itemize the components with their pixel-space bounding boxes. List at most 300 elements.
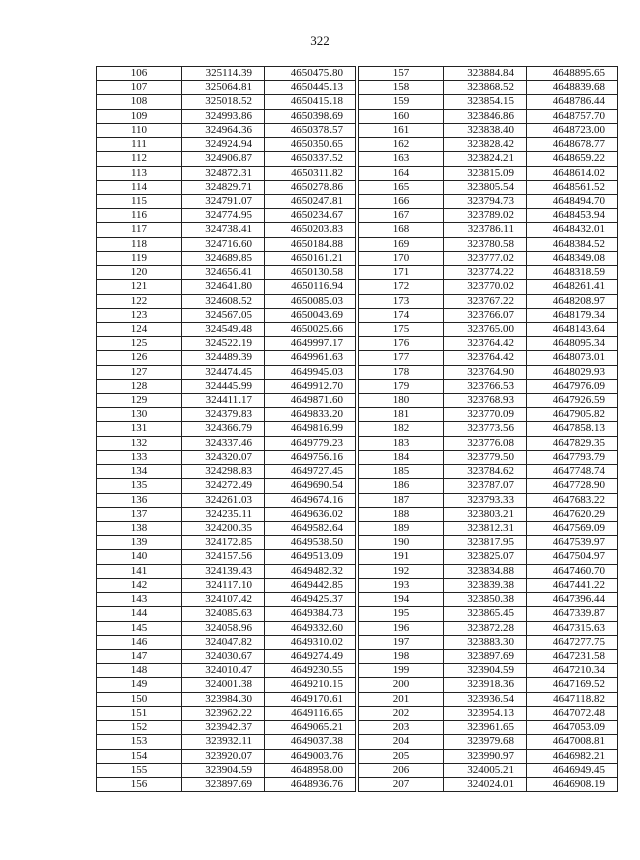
- table-row: [359, 223, 618, 237]
- y-coordinate-cell: 4649997.17: [265, 337, 356, 351]
- y-coordinate-cell: 4649816.99: [265, 422, 356, 436]
- table-row: [97, 621, 356, 635]
- table-row: [359, 578, 618, 592]
- x-coordinate-cell: 323825.07: [444, 550, 527, 564]
- y-coordinate-cell: 4649274.49: [265, 649, 356, 663]
- table-row: [97, 735, 356, 749]
- x-coordinate-cell: 324656.41: [182, 266, 265, 280]
- point-number-cell: 172: [359, 280, 444, 294]
- y-coordinate-cell: 4650278.86: [265, 180, 356, 194]
- x-coordinate-cell: 324872.31: [182, 166, 265, 180]
- x-coordinate-cell: 324379.83: [182, 408, 265, 422]
- table-row: [359, 536, 618, 550]
- table-row: [359, 138, 618, 152]
- coordinates-table-left: [96, 66, 356, 792]
- point-number-cell: 178: [359, 365, 444, 379]
- table-row: [97, 649, 356, 663]
- x-coordinate-cell: 323765.00: [444, 322, 527, 336]
- point-number-cell: 204: [359, 735, 444, 749]
- table-row: [97, 251, 356, 265]
- x-coordinate-cell: 323764.90: [444, 365, 527, 379]
- y-coordinate-cell: 4649037.38: [265, 735, 356, 749]
- table-row: [359, 266, 618, 280]
- table-row: [359, 564, 618, 578]
- y-coordinate-cell: 4649945.03: [265, 365, 356, 379]
- table-row: [97, 266, 356, 280]
- table-row: [97, 536, 356, 550]
- y-coordinate-cell: 4650475.80: [265, 67, 356, 81]
- point-number-cell: 149: [97, 678, 182, 692]
- y-coordinate-cell: 4648095.34: [527, 337, 618, 351]
- point-number-cell: 122: [97, 294, 182, 308]
- point-number-cell: 134: [97, 465, 182, 479]
- y-coordinate-cell: 4646949.45: [527, 763, 618, 777]
- y-coordinate-cell: 4649384.73: [265, 607, 356, 621]
- table-row: [97, 109, 356, 123]
- table-row: [97, 436, 356, 450]
- table-row: [359, 735, 618, 749]
- point-number-cell: 115: [97, 194, 182, 208]
- table-row: [359, 166, 618, 180]
- table-row: [359, 493, 618, 507]
- table-row: [359, 152, 618, 166]
- y-coordinate-cell: 4648029.93: [527, 365, 618, 379]
- point-number-cell: 162: [359, 138, 444, 152]
- table-row: [359, 450, 618, 464]
- y-coordinate-cell: 4648839.68: [527, 81, 618, 95]
- table-row: [359, 194, 618, 208]
- x-coordinate-cell: 323961.65: [444, 721, 527, 735]
- x-coordinate-cell: 323846.86: [444, 109, 527, 123]
- point-number-cell: 143: [97, 593, 182, 607]
- y-coordinate-cell: 4647620.29: [527, 507, 618, 521]
- point-number-cell: 202: [359, 706, 444, 720]
- y-coordinate-cell: 4647169.52: [527, 678, 618, 692]
- x-coordinate-cell: 324549.48: [182, 322, 265, 336]
- x-coordinate-cell: 323770.02: [444, 280, 527, 294]
- x-coordinate-cell: 324716.60: [182, 237, 265, 251]
- y-coordinate-cell: 4647277.75: [527, 635, 618, 649]
- table-row: [97, 522, 356, 536]
- point-number-cell: 139: [97, 536, 182, 550]
- y-coordinate-cell: 4650234.67: [265, 209, 356, 223]
- point-number-cell: 182: [359, 422, 444, 436]
- point-number-cell: 119: [97, 251, 182, 265]
- x-coordinate-cell: 324235.11: [182, 507, 265, 521]
- point-number-cell: 160: [359, 109, 444, 123]
- y-coordinate-cell: 4647231.58: [527, 649, 618, 663]
- x-coordinate-cell: 323794.73: [444, 194, 527, 208]
- point-number-cell: 131: [97, 422, 182, 436]
- table-row: [359, 379, 618, 393]
- x-coordinate-cell: 323817.95: [444, 536, 527, 550]
- point-number-cell: 156: [97, 777, 182, 791]
- x-coordinate-cell: 324107.42: [182, 593, 265, 607]
- y-coordinate-cell: 4650337.52: [265, 152, 356, 166]
- x-coordinate-cell: 324261.03: [182, 493, 265, 507]
- x-coordinate-cell: 324366.79: [182, 422, 265, 436]
- x-coordinate-cell: 323774.22: [444, 266, 527, 280]
- point-number-cell: 138: [97, 522, 182, 536]
- table-row: [97, 67, 356, 81]
- x-coordinate-cell: 323884.84: [444, 67, 527, 81]
- x-coordinate-cell: 323942.37: [182, 721, 265, 735]
- table-row: [359, 692, 618, 706]
- point-number-cell: 141: [97, 564, 182, 578]
- point-number-cell: 154: [97, 749, 182, 763]
- table-row: [97, 578, 356, 592]
- point-number-cell: 171: [359, 266, 444, 280]
- x-coordinate-cell: 324608.52: [182, 294, 265, 308]
- point-number-cell: 184: [359, 450, 444, 464]
- x-coordinate-cell: 323773.56: [444, 422, 527, 436]
- x-coordinate-cell: 323839.38: [444, 578, 527, 592]
- y-coordinate-cell: 4649065.21: [265, 721, 356, 735]
- y-coordinate-cell: 4649332.60: [265, 621, 356, 635]
- point-number-cell: 165: [359, 180, 444, 194]
- point-number-cell: 170: [359, 251, 444, 265]
- y-coordinate-cell: 4647539.97: [527, 536, 618, 550]
- point-number-cell: 111: [97, 138, 182, 152]
- point-number-cell: 129: [97, 394, 182, 408]
- table-row: [359, 507, 618, 521]
- table-row: [359, 123, 618, 137]
- y-coordinate-cell: 4646908.19: [527, 777, 618, 791]
- table-row: [359, 749, 618, 763]
- point-number-cell: 187: [359, 493, 444, 507]
- y-coordinate-cell: 4648757.70: [527, 109, 618, 123]
- y-coordinate-cell: 4647926.59: [527, 394, 618, 408]
- table-row: [359, 237, 618, 251]
- table-row: [359, 607, 618, 621]
- x-coordinate-cell: 323812.31: [444, 522, 527, 536]
- point-number-cell: 121: [97, 280, 182, 294]
- x-coordinate-cell: 324993.86: [182, 109, 265, 123]
- table-row: [97, 692, 356, 706]
- point-number-cell: 190: [359, 536, 444, 550]
- x-coordinate-cell: 324010.47: [182, 664, 265, 678]
- table-row: [97, 294, 356, 308]
- x-coordinate-cell: 323904.59: [182, 763, 265, 777]
- x-coordinate-cell: 324489.39: [182, 351, 265, 365]
- x-coordinate-cell: 324047.82: [182, 635, 265, 649]
- y-coordinate-cell: 4648432.01: [527, 223, 618, 237]
- point-number-cell: 157: [359, 67, 444, 81]
- point-number-cell: 151: [97, 706, 182, 720]
- y-coordinate-cell: 4647829.35: [527, 436, 618, 450]
- y-coordinate-cell: 4647210.34: [527, 664, 618, 678]
- table-row: [359, 436, 618, 450]
- y-coordinate-cell: 4650247.81: [265, 194, 356, 208]
- table-row: [97, 308, 356, 322]
- y-coordinate-cell: 4649833.20: [265, 408, 356, 422]
- table-row: [97, 223, 356, 237]
- table-row: [97, 180, 356, 194]
- x-coordinate-cell: 323776.08: [444, 436, 527, 450]
- table-row: [359, 550, 618, 564]
- table-row: [359, 394, 618, 408]
- x-coordinate-cell: 324024.01: [444, 777, 527, 791]
- y-coordinate-cell: 4647460.70: [527, 564, 618, 578]
- x-coordinate-cell: 323984.30: [182, 692, 265, 706]
- y-coordinate-cell: 4650025.66: [265, 322, 356, 336]
- y-coordinate-cell: 4649961.63: [265, 351, 356, 365]
- y-coordinate-cell: 4648179.34: [527, 308, 618, 322]
- x-coordinate-cell: 323779.50: [444, 450, 527, 464]
- point-number-cell: 117: [97, 223, 182, 237]
- x-coordinate-cell: 325114.39: [182, 67, 265, 81]
- x-coordinate-cell: 323784.62: [444, 465, 527, 479]
- x-coordinate-cell: 323954.13: [444, 706, 527, 720]
- y-coordinate-cell: 4650311.82: [265, 166, 356, 180]
- point-number-cell: 205: [359, 749, 444, 763]
- point-number-cell: 152: [97, 721, 182, 735]
- y-coordinate-cell: 4649513.09: [265, 550, 356, 564]
- table-row: [97, 493, 356, 507]
- coordinates-table-right: [358, 66, 618, 792]
- point-number-cell: 120: [97, 266, 182, 280]
- point-number-cell: 128: [97, 379, 182, 393]
- point-number-cell: 191: [359, 550, 444, 564]
- x-coordinate-cell: 324924.94: [182, 138, 265, 152]
- y-coordinate-cell: 4649674.16: [265, 493, 356, 507]
- point-number-cell: 175: [359, 322, 444, 336]
- x-coordinate-cell: 323767.22: [444, 294, 527, 308]
- x-coordinate-cell: 324641.80: [182, 280, 265, 294]
- point-number-cell: 197: [359, 635, 444, 649]
- y-coordinate-cell: 4647053.09: [527, 721, 618, 735]
- x-coordinate-cell: 323786.11: [444, 223, 527, 237]
- coordinate-tables: [96, 66, 616, 792]
- table-row: [359, 351, 618, 365]
- y-coordinate-cell: 4649442.85: [265, 578, 356, 592]
- point-number-cell: 132: [97, 436, 182, 450]
- table-row: [97, 351, 356, 365]
- x-coordinate-cell: 323780.58: [444, 237, 527, 251]
- x-coordinate-cell: 325064.81: [182, 81, 265, 95]
- y-coordinate-cell: 4648786.44: [527, 95, 618, 109]
- y-coordinate-cell: 4650415.18: [265, 95, 356, 109]
- x-coordinate-cell: 324320.07: [182, 450, 265, 464]
- table-row: [359, 209, 618, 223]
- point-number-cell: 192: [359, 564, 444, 578]
- y-coordinate-cell: 4647072.48: [527, 706, 618, 720]
- x-coordinate-cell: 324522.19: [182, 337, 265, 351]
- point-number-cell: 110: [97, 123, 182, 137]
- table-row: [97, 664, 356, 678]
- y-coordinate-cell: 4647569.09: [527, 522, 618, 536]
- y-coordinate-cell: 4648723.00: [527, 123, 618, 137]
- x-coordinate-cell: 323777.02: [444, 251, 527, 265]
- y-coordinate-cell: 4647118.82: [527, 692, 618, 706]
- x-coordinate-cell: 324906.87: [182, 152, 265, 166]
- table-row: [97, 465, 356, 479]
- table-row: [359, 322, 618, 336]
- table-row: [97, 408, 356, 422]
- x-coordinate-cell: 324200.35: [182, 522, 265, 536]
- x-coordinate-cell: 324567.05: [182, 308, 265, 322]
- y-coordinate-cell: 4647793.79: [527, 450, 618, 464]
- table-row: [359, 479, 618, 493]
- table-row: [359, 308, 618, 322]
- x-coordinate-cell: 323883.30: [444, 635, 527, 649]
- table-row: [359, 81, 618, 95]
- x-coordinate-cell: 323766.53: [444, 379, 527, 393]
- y-coordinate-cell: 4648073.01: [527, 351, 618, 365]
- table-row: [97, 678, 356, 692]
- table-row: [97, 394, 356, 408]
- point-number-cell: 124: [97, 322, 182, 336]
- y-coordinate-cell: 4650203.83: [265, 223, 356, 237]
- x-coordinate-cell: 324411.17: [182, 394, 265, 408]
- x-coordinate-cell: 323918.36: [444, 678, 527, 692]
- point-number-cell: 109: [97, 109, 182, 123]
- y-coordinate-cell: 4650378.57: [265, 123, 356, 137]
- x-coordinate-cell: 323854.15: [444, 95, 527, 109]
- point-number-cell: 174: [359, 308, 444, 322]
- x-coordinate-cell: 324774.95: [182, 209, 265, 223]
- y-coordinate-cell: 4649727.45: [265, 465, 356, 479]
- y-coordinate-cell: 4649912.70: [265, 379, 356, 393]
- table-row: [359, 522, 618, 536]
- y-coordinate-cell: 4647905.82: [527, 408, 618, 422]
- table-row: [97, 194, 356, 208]
- x-coordinate-cell: 323897.69: [182, 777, 265, 791]
- y-coordinate-cell: 4649690.54: [265, 479, 356, 493]
- y-coordinate-cell: 4648678.77: [527, 138, 618, 152]
- point-number-cell: 153: [97, 735, 182, 749]
- table-row: [359, 294, 618, 308]
- point-number-cell: 146: [97, 635, 182, 649]
- y-coordinate-cell: 4650350.65: [265, 138, 356, 152]
- point-number-cell: 207: [359, 777, 444, 791]
- x-coordinate-cell: 323789.02: [444, 209, 527, 223]
- point-number-cell: 163: [359, 152, 444, 166]
- y-coordinate-cell: 4649210.15: [265, 678, 356, 692]
- point-number-cell: 189: [359, 522, 444, 536]
- table-row: [97, 209, 356, 223]
- y-coordinate-cell: 4650116.94: [265, 280, 356, 294]
- table-row: [359, 337, 618, 351]
- table-row: [97, 564, 356, 578]
- x-coordinate-cell: 324139.43: [182, 564, 265, 578]
- point-number-cell: 118: [97, 237, 182, 251]
- x-coordinate-cell: 323764.42: [444, 351, 527, 365]
- table-row: [359, 95, 618, 109]
- point-number-cell: 168: [359, 223, 444, 237]
- table-row: [97, 450, 356, 464]
- x-coordinate-cell: 323768.93: [444, 394, 527, 408]
- table-row: [359, 422, 618, 436]
- x-coordinate-cell: 323962.22: [182, 706, 265, 720]
- table-row: [359, 706, 618, 720]
- x-coordinate-cell: 323805.54: [444, 180, 527, 194]
- x-coordinate-cell: 323865.45: [444, 607, 527, 621]
- table-row: [359, 621, 618, 635]
- y-coordinate-cell: 4650130.58: [265, 266, 356, 280]
- y-coordinate-cell: 4647683.22: [527, 493, 618, 507]
- table-row: [359, 649, 618, 663]
- x-coordinate-cell: 323828.42: [444, 138, 527, 152]
- page-number: 322: [310, 33, 330, 48]
- x-coordinate-cell: 323850.38: [444, 593, 527, 607]
- point-number-cell: 194: [359, 593, 444, 607]
- point-number-cell: 183: [359, 436, 444, 450]
- y-coordinate-cell: 4649116.65: [265, 706, 356, 720]
- table-row: [97, 152, 356, 166]
- x-coordinate-cell: 324829.71: [182, 180, 265, 194]
- y-coordinate-cell: 4648958.00: [265, 763, 356, 777]
- x-coordinate-cell: 324298.83: [182, 465, 265, 479]
- table-row: [97, 777, 356, 791]
- x-coordinate-cell: 324791.07: [182, 194, 265, 208]
- table-row: [359, 465, 618, 479]
- table-row: [97, 166, 356, 180]
- y-coordinate-cell: 4648494.70: [527, 194, 618, 208]
- x-coordinate-cell: 324001.38: [182, 678, 265, 692]
- point-number-cell: 136: [97, 493, 182, 507]
- point-number-cell: 188: [359, 507, 444, 521]
- point-number-cell: 114: [97, 180, 182, 194]
- x-coordinate-cell: 323936.54: [444, 692, 527, 706]
- point-number-cell: 107: [97, 81, 182, 95]
- x-coordinate-cell: 323764.42: [444, 337, 527, 351]
- y-coordinate-cell: 4649779.23: [265, 436, 356, 450]
- y-coordinate-cell: 4647315.63: [527, 621, 618, 635]
- y-coordinate-cell: 4650085.03: [265, 294, 356, 308]
- x-coordinate-cell: 323897.69: [444, 649, 527, 663]
- table-row: [97, 237, 356, 251]
- point-number-cell: 150: [97, 692, 182, 706]
- point-number-cell: 142: [97, 578, 182, 592]
- y-coordinate-cell: 4647976.09: [527, 379, 618, 393]
- x-coordinate-cell: 323872.28: [444, 621, 527, 635]
- y-coordinate-cell: 4648659.22: [527, 152, 618, 166]
- y-coordinate-cell: 4649582.64: [265, 522, 356, 536]
- x-coordinate-cell: 323824.21: [444, 152, 527, 166]
- x-coordinate-cell: 324337.46: [182, 436, 265, 450]
- table-row: [359, 678, 618, 692]
- y-coordinate-cell: 4646982.21: [527, 749, 618, 763]
- point-number-cell: 144: [97, 607, 182, 621]
- table-row: [97, 550, 356, 564]
- table-row: [359, 180, 618, 194]
- y-coordinate-cell: 4650184.88: [265, 237, 356, 251]
- table-row: [97, 422, 356, 436]
- y-coordinate-cell: 4649310.02: [265, 635, 356, 649]
- point-number-cell: 108: [97, 95, 182, 109]
- point-number-cell: 125: [97, 337, 182, 351]
- point-number-cell: 177: [359, 351, 444, 365]
- y-coordinate-cell: 4649871.60: [265, 394, 356, 408]
- x-coordinate-cell: 324964.36: [182, 123, 265, 137]
- table-row: [97, 322, 356, 336]
- point-number-cell: 116: [97, 209, 182, 223]
- x-coordinate-cell: 323932.11: [182, 735, 265, 749]
- point-number-cell: 159: [359, 95, 444, 109]
- y-coordinate-cell: 4649538.50: [265, 536, 356, 550]
- point-number-cell: 169: [359, 237, 444, 251]
- point-number-cell: 198: [359, 649, 444, 663]
- y-coordinate-cell: 4648261.41: [527, 280, 618, 294]
- point-number-cell: 176: [359, 337, 444, 351]
- table-row: [359, 721, 618, 735]
- table-row: [97, 123, 356, 137]
- table-row: [97, 721, 356, 735]
- y-coordinate-cell: 4648453.94: [527, 209, 618, 223]
- point-number-cell: 123: [97, 308, 182, 322]
- y-coordinate-cell: 4648895.65: [527, 67, 618, 81]
